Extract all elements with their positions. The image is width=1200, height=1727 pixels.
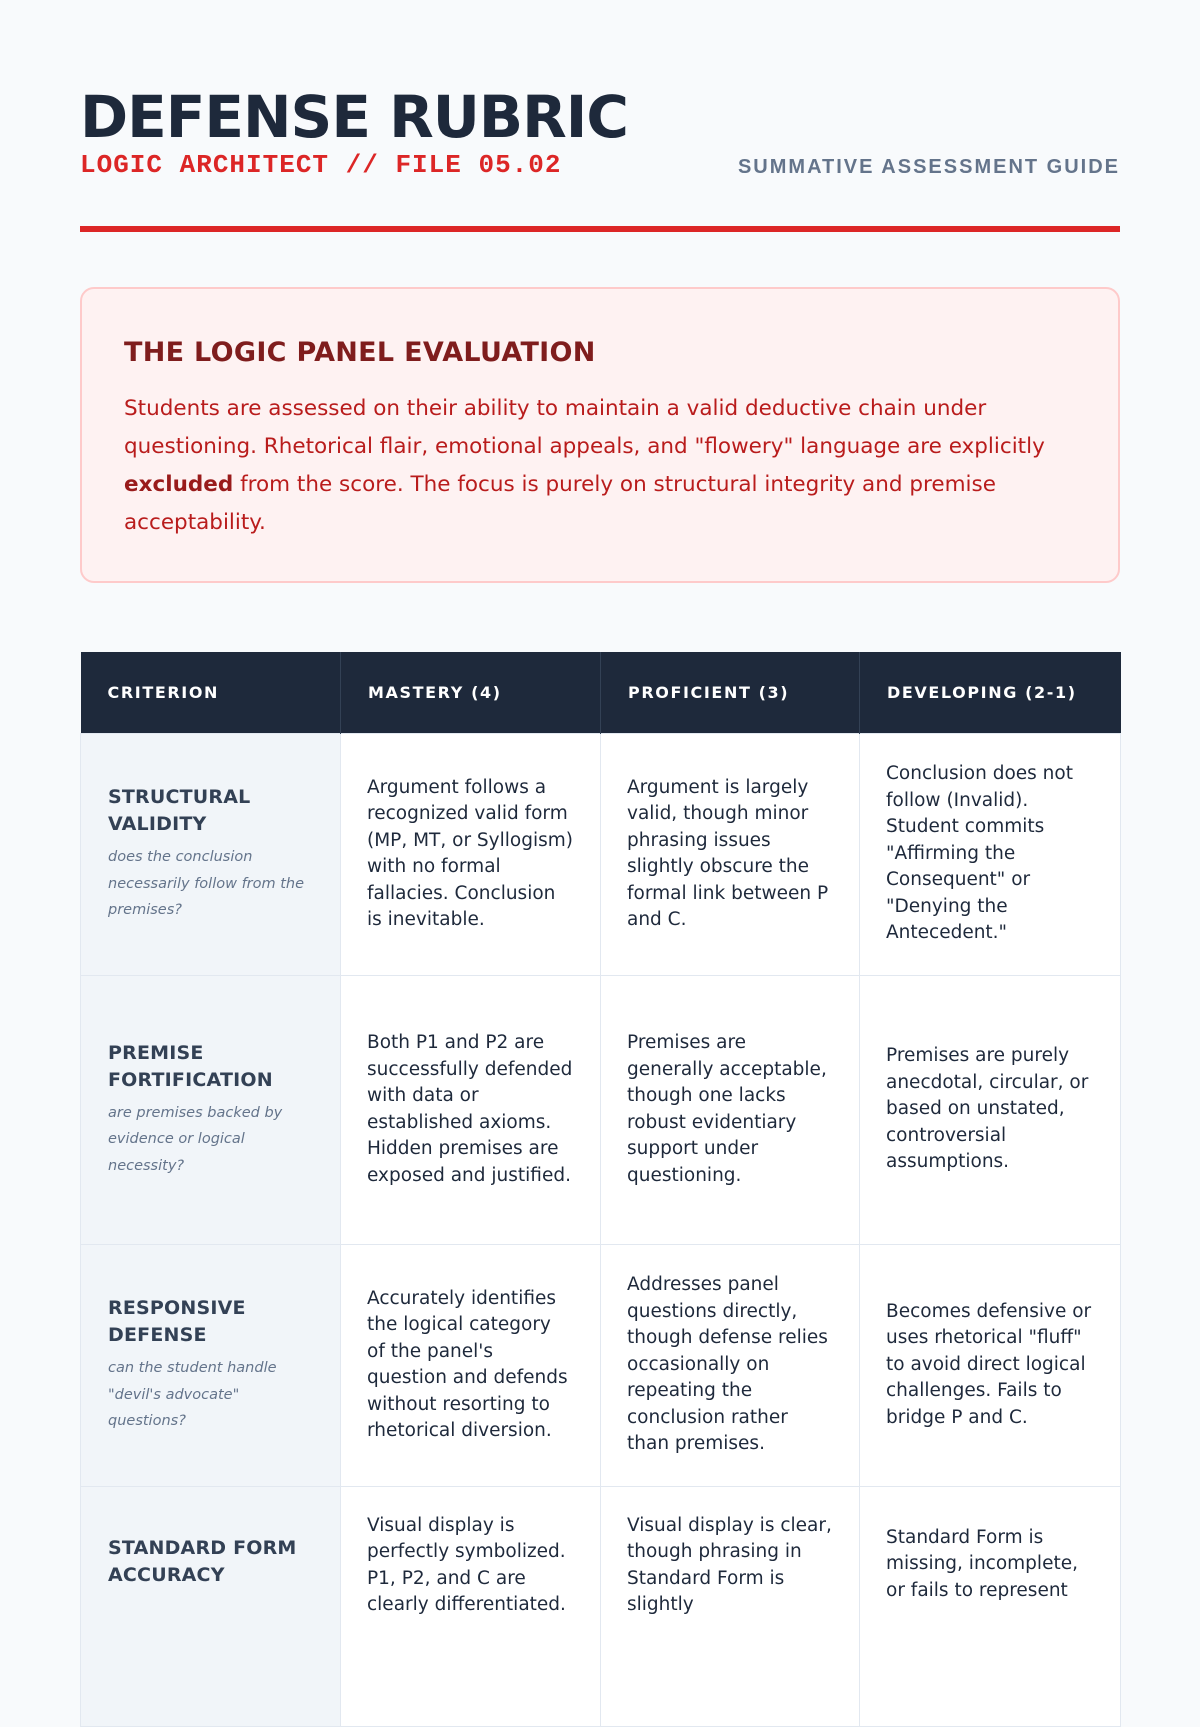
proficient-cell: Visual display is clear, though phrasing in Standard Form is slightly (601, 1486, 860, 1726)
mastery-cell: Accurately identifies the logical category of the panel's question and defends without resorting to rhetorical diversion. (341, 1244, 601, 1486)
criterion-name: RESPONSIVE DEFENSE (108, 1297, 246, 1347)
proficient-cell: Premises are generally acceptable, though one lacks robust evidentiary support under questioning. (601, 975, 860, 1244)
proficient-cell: Argument is largely valid, though minor phrasing issues slightly obscure the formal link between P and C. (601, 733, 860, 975)
criterion-name: STANDARD FORM ACCURACY (108, 1536, 297, 1586)
rubric-table-head (81, 652, 1121, 733)
criterion-question: does the conclusion necessarily follow from the premises? (108, 849, 305, 919)
table-row (81, 975, 1121, 1244)
rubric-table-body (81, 733, 1121, 1726)
evaluation-callout (80, 287, 1120, 583)
developing-cell: Conclusion does not follow (Invalid). Student commits "Affirming the Consequent" or "Denying the Antecedent." (860, 733, 1121, 975)
criterion-name: PREMISE FORTIFICATION (108, 1041, 273, 1091)
criterion-cell (81, 733, 341, 975)
mastery-cell: Argument follows a recognized valid form (MP, MT, or Syllogism) with no formal fallacies. Conclusion is inevitable. (341, 733, 601, 975)
table-row (81, 1486, 1121, 1726)
callout-body-before: Students are assessed on their ability to maintain a valid deductive chain under questioning. Rhetorical flair, emotional appeals, and "flowery" language are explicitly (124, 396, 1045, 459)
criterion-cell (81, 1486, 341, 1726)
developing-cell: Premises are purely anecdotal, circular, or based on unstated, controversial assumptions. (860, 975, 1121, 1244)
mastery-cell: Both P1 and P2 are successfully defended with data or established axioms. Hidden premises are exposed and justified. (341, 975, 601, 1244)
header-criterion: CRITERION (81, 652, 341, 733)
assessment-guide-label: SUMMATIVE ASSESSMENT GUIDE (737, 156, 1120, 178)
developing-cell: Becomes defensive or uses rhetorical "fluff" to avoid direct logical challenges. Fails to bridge P and C. (860, 1244, 1121, 1486)
callout-title: THE LOGIC PANEL EVALUATION (124, 337, 596, 368)
rubric-table (80, 652, 1121, 1727)
header-developing: DEVELOPING (2-1) (860, 652, 1121, 733)
header-mastery: MASTERY (4) (341, 652, 601, 733)
criterion-cell (81, 975, 341, 1244)
header-divider (80, 226, 1120, 232)
header-row (81, 652, 1121, 733)
page-title: DEFENSE RUBRIC (80, 83, 628, 151)
table-row (81, 1244, 1121, 1486)
callout-body-emphasis: excluded (124, 472, 234, 497)
table-row (81, 733, 1121, 975)
callout-body (124, 390, 1076, 542)
header-proficient: PROFICIENT (3) (601, 652, 860, 733)
callout-body-after: from the score. The focus is purely on structural integrity and premise acceptability. (124, 472, 996, 535)
file-subtitle: LOGIC ARCHITECT // FILE 05.02 (80, 150, 562, 180)
criterion-question: can the student handle "devil's advocate" questions? (108, 1360, 277, 1430)
criterion-question: are premises backed by evidence or logical necessity? (108, 1104, 283, 1174)
mastery-cell: Visual display is perfectly symbolized. P1, P2, and C are clearly differentiated. (341, 1486, 601, 1726)
developing-cell: Standard Form is missing, incomplete, or fails to represent (860, 1486, 1121, 1726)
criterion-cell (81, 1244, 341, 1486)
criterion-name: STRUCTURAL VALIDITY (108, 786, 251, 836)
proficient-cell: Addresses panel questions directly, though defense relies occasionally on repeating the conclusion rather than premises. (601, 1244, 860, 1486)
page-header (80, 84, 1120, 234)
